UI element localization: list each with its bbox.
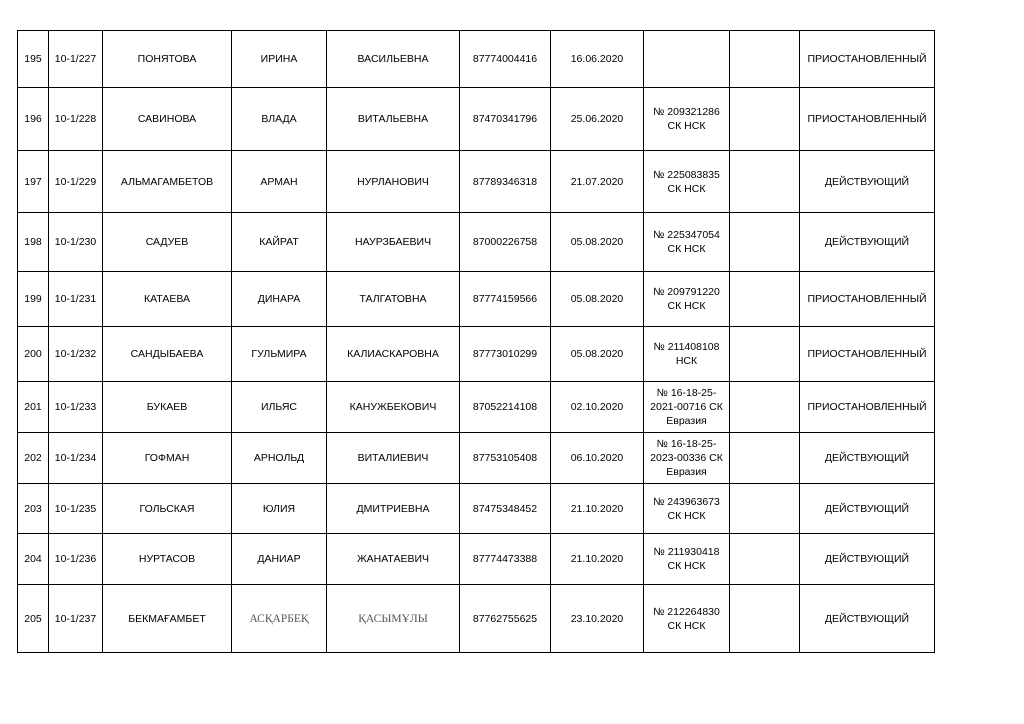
table-row (18, 534, 935, 585)
registration-date: 25.06.2020 (570, 113, 624, 125)
patronymic: ЖАНАТАЕВИЧ (356, 553, 430, 565)
phone-number-cell (460, 484, 551, 534)
insurance-policy: № 209321286 СК НСК (653, 106, 720, 132)
first-name-cell (232, 484, 327, 534)
first-name: АРМАН (260, 175, 298, 188)
registration-date: 21.10.2020 (570, 553, 624, 565)
insurance-policy: № 225083835 СК НСК (653, 168, 720, 195)
insurance-policy-cell (644, 88, 730, 151)
last-name: НУРТАСОВ (138, 553, 196, 565)
first-name-cell (232, 585, 327, 653)
status: ПРИОСТАНОВЛЕННЫЙ (807, 293, 927, 305)
registration-number: 10-1/234 (54, 452, 97, 464)
patronymic: ҚАСЫМҰЛЫ (358, 612, 428, 625)
registration-date-cell (551, 433, 644, 484)
phone-number: 87762755625 (472, 612, 538, 625)
table-row (18, 31, 935, 88)
registration-date: 05.08.2020 (570, 293, 624, 305)
row-number-cell (18, 151, 49, 213)
last-name: КАТАЕВА (143, 293, 191, 305)
patronymic-cell (327, 382, 460, 433)
insurance-policy-cell (644, 534, 730, 585)
patronymic: НАУРЗБАЕВИЧ (354, 236, 432, 248)
status-cell (800, 534, 935, 585)
note-cell (730, 484, 800, 534)
insurance-policy-cell (644, 31, 730, 88)
phone-number: 87773010299 (472, 348, 538, 360)
last-name: АЛЬМАГАМБЕТОВ (120, 175, 214, 188)
status: ДЕЙСТВУЮЩИЙ (824, 502, 910, 515)
phone-number-cell (460, 433, 551, 484)
registration-number: 10-1/237 (54, 612, 97, 625)
first-name-cell (232, 213, 327, 272)
phone-number-cell (460, 31, 551, 88)
status: ПРИОСТАНОВЛЕННЫЙ (807, 348, 927, 360)
phone-number: 87774473388 (472, 553, 538, 565)
registration-date: 06.10.2020 (570, 452, 624, 464)
first-name: АРНОЛЬД (253, 452, 305, 464)
table-row (18, 88, 935, 151)
table-row (18, 433, 935, 484)
registration-number-cell (49, 433, 103, 484)
first-name-cell (232, 327, 327, 382)
row-number-cell (18, 534, 49, 585)
registration-date-cell (551, 31, 644, 88)
last-name: САДУЕВ (145, 236, 189, 248)
patronymic-cell (327, 213, 460, 272)
last-name-cell (103, 88, 232, 151)
patronymic: ТАЛГАТОВНА (359, 293, 427, 305)
first-name: ГУЛЬМИРА (251, 348, 307, 360)
note-cell (730, 585, 800, 653)
last-name-cell (103, 31, 232, 88)
patronymic-cell (327, 88, 460, 151)
row-number-cell (18, 272, 49, 327)
registration-date: 21.07.2020 (570, 175, 624, 188)
phone-number-cell (460, 213, 551, 272)
row-number-cell (18, 88, 49, 151)
status: ДЕЙСТВУЮЩИЙ (824, 553, 910, 565)
patronymic: ВАСИЛЬЕВНА (357, 53, 429, 65)
registration-number: 10-1/227 (54, 53, 97, 65)
first-name: КАЙРАТ (259, 236, 299, 248)
status: ПРИОСТАНОВЛЕННЫЙ (807, 401, 927, 413)
phone-number-cell (460, 382, 551, 433)
last-name-cell (103, 327, 232, 382)
first-name-cell (232, 272, 327, 327)
status-cell (800, 272, 935, 327)
phone-number-cell (460, 272, 551, 327)
status: ПРИОСТАНОВЛЕННЫЙ (807, 113, 927, 125)
registration-number-cell (49, 151, 103, 213)
last-name: ГОЛЬСКАЯ (139, 502, 195, 515)
table-row (18, 213, 935, 272)
registration-number: 10-1/228 (54, 113, 97, 125)
insurance-policy: № 211408108 НСК (653, 341, 720, 367)
row-number: 203 (24, 502, 42, 515)
note-cell (730, 534, 800, 585)
registration-number-cell (49, 327, 103, 382)
patronymic: КАЛИАСКАРОВНА (347, 348, 439, 360)
first-name: ВЛАДА (261, 113, 297, 125)
registration-date-cell (551, 585, 644, 653)
registration-number-cell (49, 31, 103, 88)
row-number-cell (18, 382, 49, 433)
row-number: 196 (24, 113, 42, 125)
registration-number-cell (49, 585, 103, 653)
row-number: 201 (24, 401, 42, 413)
table-row (18, 151, 935, 213)
registration-number-cell (49, 213, 103, 272)
insurance-policy: № 16-18-25- 2021-00716 СК Евразия (650, 387, 723, 427)
status: ДЕЙСТВУЮЩИЙ (824, 452, 910, 464)
patronymic-cell (327, 534, 460, 585)
last-name-cell (103, 382, 232, 433)
insurance-policy-cell (644, 213, 730, 272)
status-cell (800, 484, 935, 534)
note-cell (730, 31, 800, 88)
registration-date-cell (551, 88, 644, 151)
first-name-cell (232, 382, 327, 433)
registration-date-cell (551, 213, 644, 272)
registration-number: 10-1/236 (54, 553, 97, 565)
table-row (18, 327, 935, 382)
phone-number-cell (460, 327, 551, 382)
status-cell (800, 585, 935, 653)
status-cell (800, 88, 935, 151)
phone-number: 87000226758 (472, 236, 538, 248)
last-name-cell (103, 272, 232, 327)
registration-date-cell (551, 382, 644, 433)
table-row (18, 382, 935, 433)
insurance-policy-cell (644, 585, 730, 653)
last-name: БУКАЕВ (146, 401, 188, 413)
note-cell (730, 327, 800, 382)
last-name-cell (103, 585, 232, 653)
insurance-policy: № 209791220 СК НСК (653, 286, 720, 312)
status: ПРИОСТАНОВЛЕННЫЙ (807, 53, 927, 65)
table-row (18, 272, 935, 327)
row-number: 198 (24, 236, 42, 248)
first-name-cell (232, 31, 327, 88)
patronymic: ВИТАЛИЕВИЧ (357, 452, 429, 464)
registration-number: 10-1/233 (54, 401, 97, 413)
insurance-policy: № 211930418 СК НСК (653, 546, 720, 572)
status-cell (800, 433, 935, 484)
status-cell (800, 327, 935, 382)
first-name-cell (232, 534, 327, 585)
registration-number-cell (49, 272, 103, 327)
registration-number-cell (49, 534, 103, 585)
insurance-policy: № 243963673 СК НСК (653, 495, 720, 522)
last-name-cell (103, 213, 232, 272)
table-row (18, 484, 935, 534)
registration-date-cell (551, 151, 644, 213)
last-name-cell (103, 484, 232, 534)
patronymic-cell (327, 272, 460, 327)
phone-number: 87475348452 (472, 502, 538, 515)
row-number-cell (18, 585, 49, 653)
last-name-cell (103, 534, 232, 585)
registration-number-cell (49, 382, 103, 433)
row-number: 197 (24, 175, 42, 188)
last-name: САВИНОВА (137, 113, 197, 125)
registration-date: 05.08.2020 (570, 236, 624, 248)
phone-number: 87774004416 (472, 53, 538, 65)
registration-date-cell (551, 534, 644, 585)
registration-number-cell (49, 484, 103, 534)
first-name: ИРИНА (260, 53, 298, 65)
registration-number: 10-1/229 (54, 175, 97, 188)
row-number: 205 (24, 612, 42, 625)
note-cell (730, 88, 800, 151)
insurance-policy-cell (644, 382, 730, 433)
first-name: ДИНАРА (257, 293, 301, 305)
patronymic: ВИТАЛЬЕВНА (357, 113, 429, 125)
phone-number-cell (460, 585, 551, 653)
phone-number: 87052214108 (472, 401, 538, 413)
last-name: БЕКМАҒАМБЕТ (128, 612, 206, 625)
note-cell (730, 272, 800, 327)
row-number-cell (18, 31, 49, 88)
first-name-cell (232, 151, 327, 213)
registration-date: 05.08.2020 (570, 348, 624, 360)
status: ДЕЙСТВУЮЩИЙ (824, 236, 910, 248)
row-number-cell (18, 484, 49, 534)
registration-number: 10-1/231 (54, 293, 97, 305)
registration-date: 23.10.2020 (570, 612, 624, 625)
phone-number: 87753105408 (472, 452, 538, 464)
patronymic-cell (327, 433, 460, 484)
status: ДЕЙСТВУЮЩИЙ (824, 175, 910, 188)
registration-number-cell (49, 88, 103, 151)
registration-number: 10-1/235 (54, 502, 97, 515)
registration-date-cell (551, 272, 644, 327)
first-name-cell (232, 433, 327, 484)
first-name: АСҚАРБЕҚ (249, 612, 309, 625)
insurance-policy-cell (644, 151, 730, 213)
note-cell (730, 213, 800, 272)
status-cell (800, 31, 935, 88)
row-number: 199 (24, 293, 42, 305)
row-number: 195 (24, 53, 42, 65)
phone-number-cell (460, 534, 551, 585)
first-name: ИЛЬЯС (260, 401, 298, 413)
insurance-policy-cell (644, 484, 730, 534)
last-name: ГОФМАН (144, 452, 190, 464)
registration-date-cell (551, 327, 644, 382)
phone-number: 87470341796 (472, 113, 538, 125)
patronymic-cell (327, 327, 460, 382)
last-name-cell (103, 433, 232, 484)
registration-date-cell (551, 484, 644, 534)
insurance-policy-cell (644, 272, 730, 327)
phone-number-cell (460, 151, 551, 213)
status-cell (800, 213, 935, 272)
note-cell (730, 382, 800, 433)
status-cell (800, 382, 935, 433)
patronymic: ДМИТРИЕВНА (356, 502, 430, 515)
registration-number: 10-1/232 (54, 348, 97, 360)
insurance-policy-cell (644, 433, 730, 484)
patronymic-cell (327, 31, 460, 88)
registry-table (17, 30, 935, 653)
patronymic-cell (327, 151, 460, 213)
insurance-policy: № 225347054 СК НСК (653, 229, 720, 255)
insurance-policy-cell (644, 327, 730, 382)
table-row (18, 585, 935, 653)
row-number: 200 (24, 348, 42, 360)
phone-number-cell (460, 88, 551, 151)
phone-number: 87789346318 (472, 175, 538, 188)
patronymic-cell (327, 484, 460, 534)
row-number: 204 (24, 553, 42, 565)
row-number-cell (18, 433, 49, 484)
row-number-cell (18, 327, 49, 382)
patronymic: КАНУЖБЕКОВИЧ (349, 401, 437, 413)
phone-number: 87774159566 (472, 293, 538, 305)
status: ДЕЙСТВУЮЩИЙ (824, 612, 910, 625)
registration-number: 10-1/230 (54, 236, 97, 248)
insurance-policy: № 16-18-25- 2023-00336 СК Евразия (650, 438, 723, 478)
insurance-policy: № 212264830 СК НСК (653, 605, 720, 632)
registration-date: 21.10.2020 (570, 502, 624, 515)
patronymic-cell (327, 585, 460, 653)
note-cell (730, 433, 800, 484)
last-name: САНДЫБАЕВА (130, 348, 204, 360)
note-cell (730, 151, 800, 213)
first-name-cell (232, 88, 327, 151)
first-name: ДАНИАР (257, 553, 301, 565)
first-name: ЮЛИЯ (262, 502, 296, 515)
last-name: ПОНЯТОВА (137, 53, 197, 65)
registration-date: 02.10.2020 (570, 401, 624, 413)
patronymic: НУРЛАНОВИЧ (357, 175, 429, 188)
status-cell (800, 151, 935, 213)
row-number: 202 (24, 452, 42, 464)
registration-date: 16.06.2020 (570, 53, 624, 65)
last-name-cell (103, 151, 232, 213)
row-number-cell (18, 213, 49, 272)
